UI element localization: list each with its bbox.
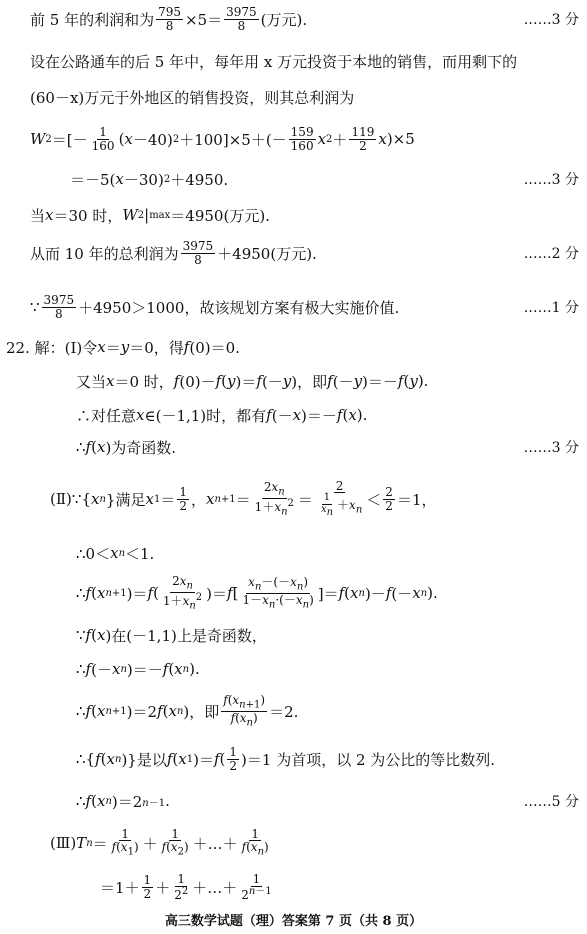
score-mark: ……5 分 [523,794,579,810]
solution-line [0,364,587,398]
solution-line [0,784,587,818]
solution-line [0,2,587,36]
text-line: (60－x)万元于外地区的销售投资，则其总利润为 [30,88,355,107]
solution-line [0,198,587,232]
solution-line [0,652,587,686]
solution-line [0,330,587,364]
math-expression: ∴0＜ x n ＜1. [76,544,155,563]
score-mark: ……3 分 [523,172,579,188]
math-expression: ∴ f ( x n+1 )＝ f ( $\frac{2x_n}{1+x_n^2}$ )＝ f [ $\frac{x_n-(-x_n)}{1-x_n\cdot(-x_n)}$ ]＝ f ( x n )－ f (－ x n ). [76,573,438,611]
math-expression: 前 5 年的利润和为 $\frac{795}{8}$ ×5＝ $\frac{3975}{8}$ (万元). [30,4,308,33]
solution-line [0,742,587,776]
solution-line [0,618,587,652]
solution-line [0,694,587,728]
math-expression: 当 x ＝30 时， W 2 | max ＝4950(万元). [30,206,270,225]
math-expression: ∴ f ( x n )＝2 n－1 . [76,792,170,811]
score-mark: ……2 分 [523,246,579,262]
page-footer: 高三数学试题（理）答案第 7 页（共 8 页） [164,913,423,929]
math-expression: ∴对任意 x ∈(－1,1)时，都有 f (－ x )＝－ f ( x ). [76,406,368,425]
math-expression: W 2 ＝[－ $\frac{1}{160}$ ( x －40) 2 ＋100]×5＋(－ $\frac{159}{160}$ x 2 ＋ $\frac{119}{2}$ x )×5 [30,124,415,153]
solution-line [0,80,587,114]
score-mark: ……3 分 [523,440,579,456]
solution-line [0,398,587,432]
solution-line [0,44,587,78]
math-expression: ＝－5( x －30) 2 ＋4950. [70,170,229,189]
math-expression: ∴ f (－ x n )＝－ f ( x n ). [76,660,200,679]
solution-line [0,573,587,611]
math-expression: 从而 10 年的总利润为 $\frac{3975}{8}$ ＋4950(万元). [30,238,317,267]
math-expression: ∵ f ( x )在(－1,1)上是奇函数， [76,626,267,645]
text-line: 设在公路通车的后 5 年中，每年用 x 万元投资于本地的销售，而用剩下的 [30,52,518,71]
solution-line [0,870,587,904]
score-mark: ……3 分 [523,12,579,28]
solution-line [0,236,587,270]
math-expression: ∴{ f ( x n )}是以 f ( x 1 )＝ f ( $\frac{1}{2}$ )＝1 为首项，以 2 为公比的等比数列. [76,744,496,773]
solution-line [0,290,587,324]
math-expression: 又当 x ＝0 时， f (0)－ f ( y )＝ f (－ y )，即 f (－ y )＝－ f ( y ). [76,372,429,391]
math-expression: (Ⅲ) T n ＝ $\frac{1}{f(x_1)}$ ＋ $\frac{1}{f(x_2)}$ ＋…＋ $\frac{1}{f(x_n)}$ [50,826,269,858]
math-expression: ＝1＋ $\frac{1}{2}$ ＋ $\frac{1}{2^2}$ ＋…＋ $\frac{1}{2^{n-1}}$ [100,871,272,902]
solution-line [0,122,587,156]
solution-line [0,162,587,196]
math-expression: ∵ $\frac{3975}{8}$ ＋4950＞1000，故该规划方案有极大实施价值. [30,292,400,321]
math-expression: 22. 解：(Ⅰ)令 x ＝ y ＝0，得 f (0)＝0. [6,338,240,357]
solution-line [0,430,587,464]
math-expression: ∴ f ( x n+1 )＝2 f ( x n )，即 $\frac{f(x_{n+1})}{f(x_n)}$ ＝2. [76,692,299,728]
solution-line [0,474,587,524]
math-expression: ∴ f ( x )为奇函数. [76,438,177,457]
solution-line [0,536,587,570]
math-expression: (Ⅱ)∵{ x n }满足 x 1 ＝ $\frac{1}{2}$ ， x n+1 ＝ $\frac{2x_n}{1+x_n^2}$ ＝ 2 $\frac{1}{x_n}$ $+x_n$ ＜ $\frac{2}{2}$ ＝1， [50,478,437,518]
solution-line [0,826,587,860]
score-mark: ……1 分 [523,300,579,316]
